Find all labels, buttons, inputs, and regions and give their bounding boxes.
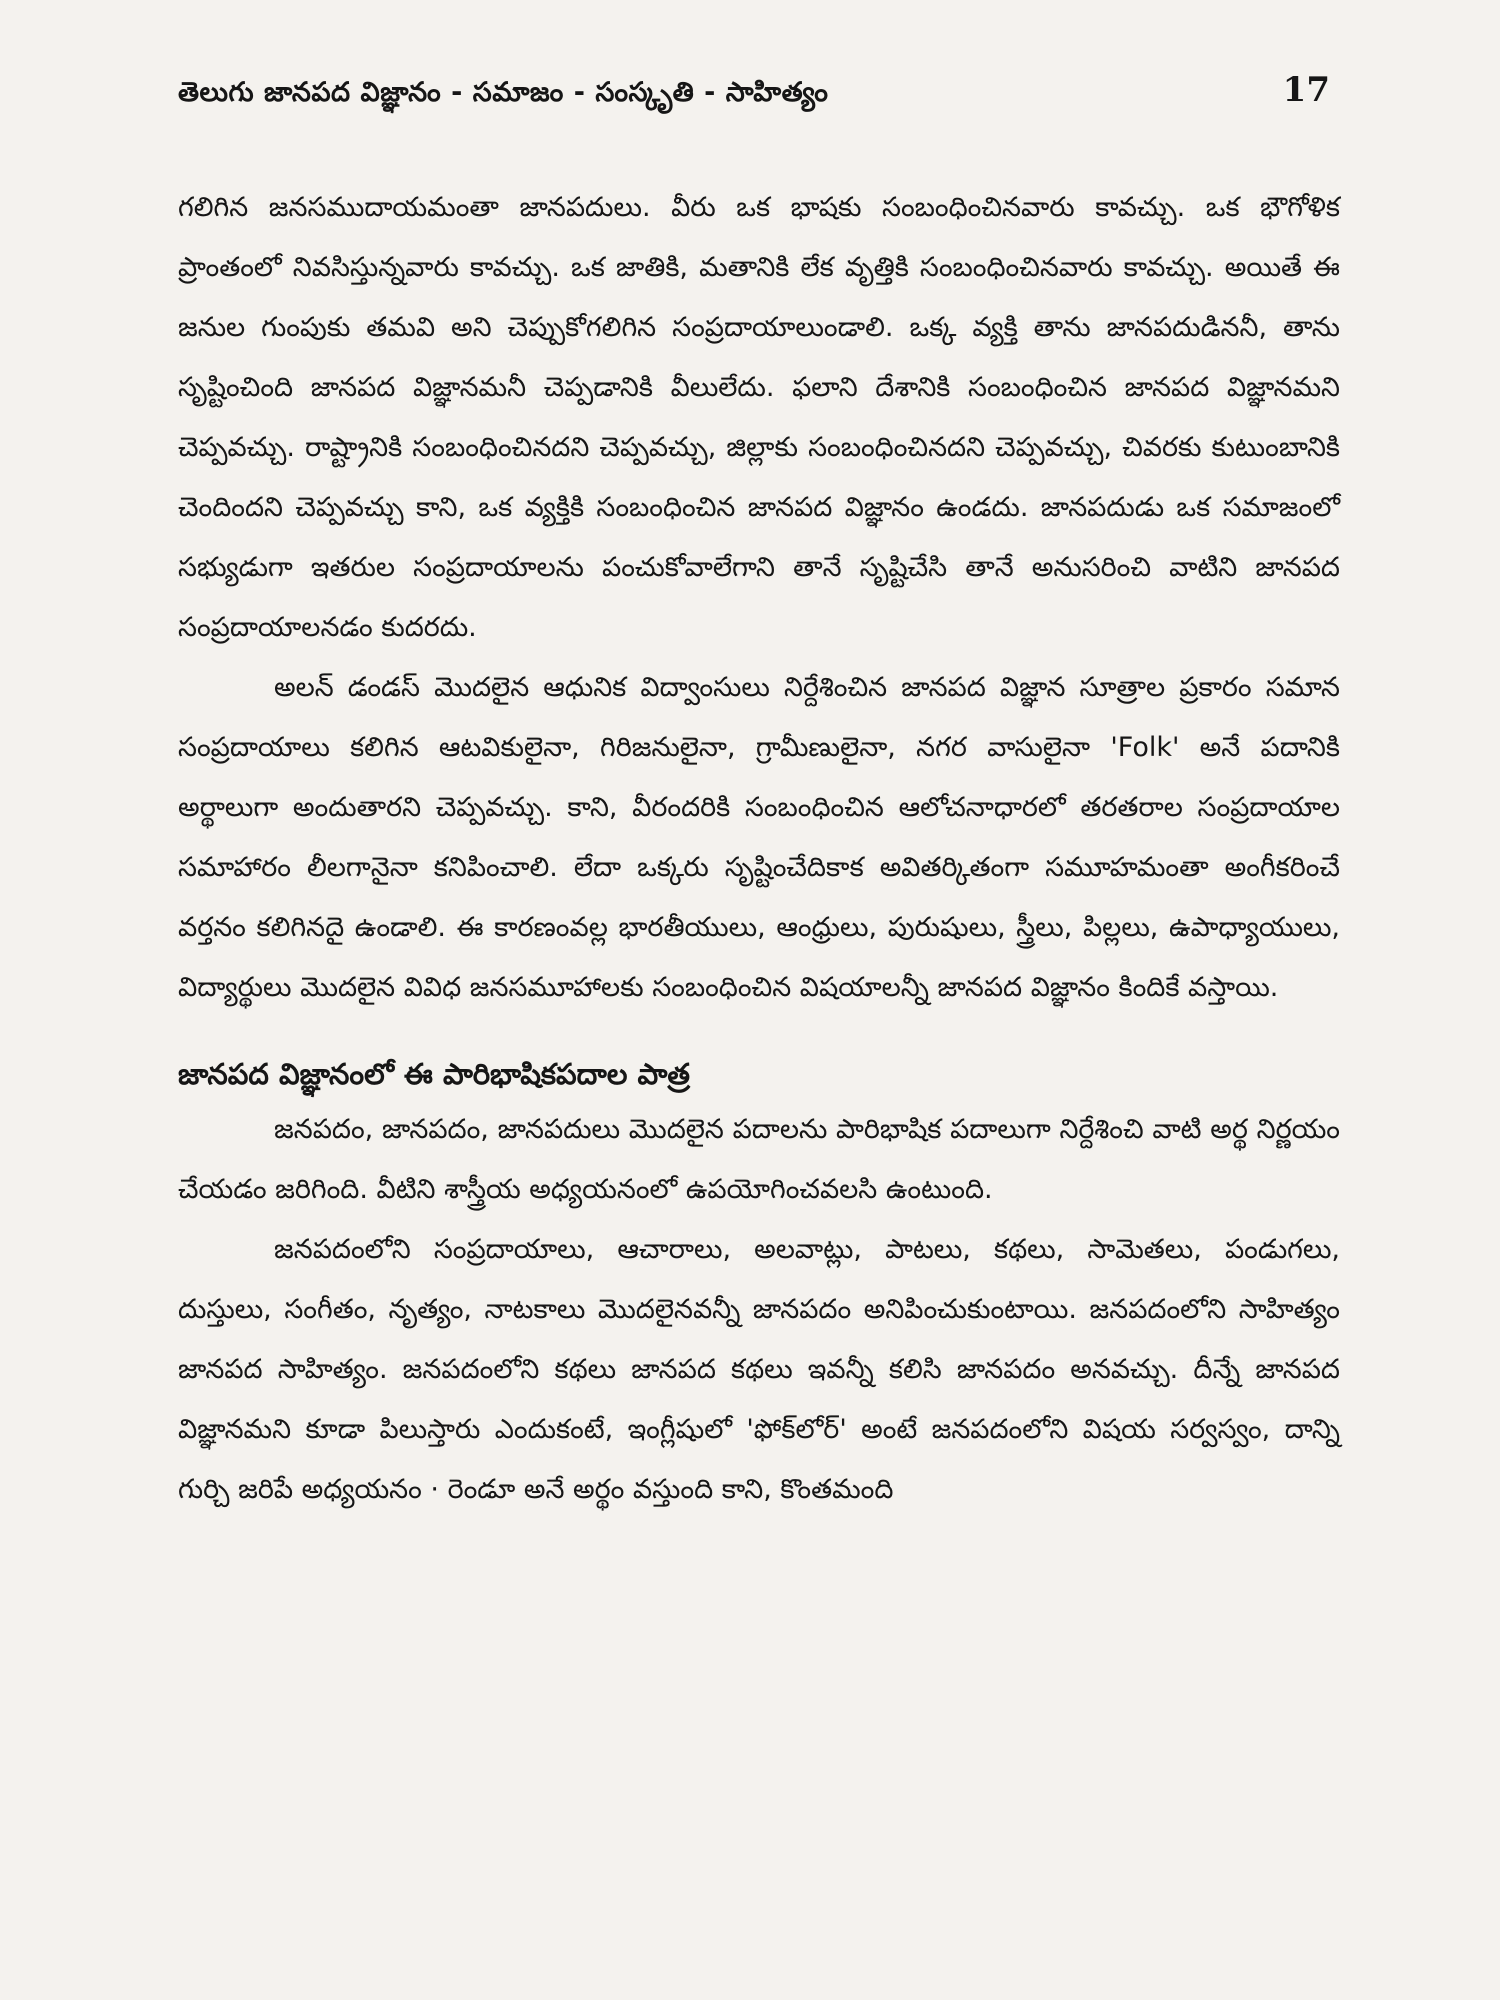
running-header-title: తెలుగు జానపద విజ్ఞానం - సమాజం - సంస్కృతి - సాహిత్యం [178,77,829,108]
paragraph-2: అలన్ డండస్ మొదలైన ఆధునిక విద్వాంసులు నిర్దేశించిన జానపద విజ్ఞాన సూత్రాల ప్రకారం సమాన సంప్రదాయాలు కలిగిన ఆటవికులైనా, గిరిజనులైనా, గ్రామీణులైనా, నగర వాసులైనా 'Folk' అనే పదానికి అర్థాలుగా అందుతారని చెప్పవచ్చు. కాని, వీరందరికి సంబంధించిన ఆలోచనాధారలో తరతరాల సంప్రదాయాల సమాహారం లీలగానైనా కనిపించాలి. లేదా ఒక్కరు సృష్టించేదికాక అవితర్కితంగా సమూహమంతా అంగీకరించే వర్తనం కలిగినదై ఉండాలి. ఈ కారణంవల్ల భారతీయులు, ఆంధ్రులు, పురుషులు, స్త్రీలు, పిల్లలు, ఉపాధ్యాయులు, విద్యార్థులు మొదలైన వివిధ జనసమూహాలకు సంబంధించిన విషయాలన్నీ జానపద విజ్ఞానం కిందికే వస్తాయి. [178,672,1340,1003]
running-header [178,70,1340,140]
section-paragraph-2: జనపదంలోని సంప్రదాయాలు, ఆచారాలు, అలవాట్లు, పాటలు, కథలు, సామెతలు, పండుగలు, దుస్తులు, సంగీతం, నృత్యం, నాటకాలు మొదలైనవన్నీ జానపదం అనిపించుకుంటాయి. జనపదంలోని సాహిత్యం జానపద సాహిత్యం. జనపదంలోని కథలు జానపద కథలు ఇవన్నీ కలిసి జానపదం అనవచ్చు. దీన్నే జానపద విజ్ఞానమని కూడా పిలుస్తారు ఎందుకంటే, ఇంగ్లీషులో 'ఫోక్‌లోర్' అంటే జనపదంలోని విషయ సర్వస్వం, దాన్ని గుర్చి జరిపే అధ్యయనం · రెండూ అనే అర్థం వస్తుంది కాని, కొంతమంది [178,1234,1340,1505]
body-text [178,178,1340,1520]
section-heading: జానపద విజ్ఞానంలో ఈ పారిభాషికపదాల పాత్ర [178,1057,690,1091]
section-paragraph-1: జనపదం, జానపదం, జానపదులు మొదలైన పదాలను పారిభాషిక పదాలుగా నిర్దేశించి వాటి అర్థ నిర్ణయం చేయడం జరిగింది. వీటిని శాస్త్రీయ అధ్యయనంలో ఉపయోగించవలసి ఉంటుంది. [178,1114,1340,1205]
paragraph-1: గలిగిన జనసముదాయమంతా జానపదులు. వీరు ఒక భాషకు సంబంధించినవారు కావచ్చు. ఒక భౌగోళిక ప్రాంతంలో నివసిస్తున్నవారు కావచ్చు. ఒక జాతికి, మతానికి లేక వృత్తికి సంబంధించినవారు కావచ్చు. అయితే ఈ జనుల గుంపుకు తమవి అని చెప్పుకోగలిగిన సంప్రదాయాలుండాలి. ఒక్క వ్యక్తి తాను జానపదుడిననీ, తాను సృష్టించింది జానపద విజ్ఞానమనీ చెప్పడానికి వీలులేదు. ఫలాని దేశానికి సంబంధించిన జానపద విజ్ఞానమని చెప్పవచ్చు. రాష్ట్రానికి సంబంధించినదని చెప్పవచ్చు, జిల్లాకు సంబంధించినదని చెప్పవచ్చు, చివరకు కుటుంబానికి చెందిందని చెప్పవచ్చు కాని, ఒక వ్యక్తికి సంబంధించిన జానపద విజ్ఞానం ఉండదు. జానపదుడు ఒక సమాజంలో సభ్యుడుగా ఇతరుల సంప్రదాయాలను పంచుకోవాలేగాని తానే సృష్టిచేసి తానే అనుసరించి వాటిని జానపద సంప్రదాయాలనడం కుదరదు. [178,192,1340,643]
page-number: 17 [1282,70,1330,110]
